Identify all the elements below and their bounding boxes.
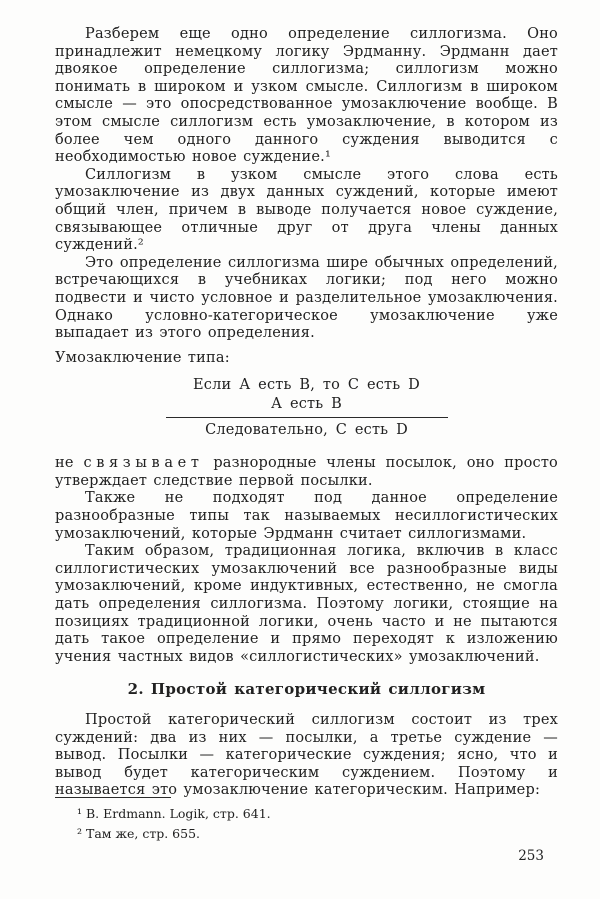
formula-premise-2: А есть В [270,396,343,413]
paragraph-erdmann-definition: Разберем еще одно определение силлогизма. Оно принадлежит немецкому логику Эрдманну. Эрдманн дает двоякое определение силлогизма; силлогизм можно понимать в широком и узком смысле. Силлогизм в широком смысле — это опосредствованное умозаключение вообще. В этом смысле силлогизм есть умозаключение, в котором из более чем одного данного суждения выводится с необходимостью новое суждение.¹ [55,26,558,166]
formula-comment-prefix: не [55,455,84,472]
section-heading-simple-categorical-syllogism: 2. Простой категорический силлогизм [127,680,486,699]
footnote-2: ² Там же, стр. 655. [77,826,201,841]
paragraph-formula-comment [55,455,558,490]
inference-lead-in: Умозаключение типа: [55,349,230,366]
footnote-area [55,797,558,844]
syllogism-formula [55,376,558,440]
paragraph-narrow-sense: Силлогизм в узком смысле этого слова есть умозаключение из двух данных суждений, которые имеют общий член, причем в выводе получается новое суждение, связывающее отличные друг от друга члены данных суждений.² [55,166,558,254]
paragraph-nonsyllogistic-types: Также не подходят под данное определение разнообразные типы так называемых несиллогистических умозаключений, которые Эрдманн считает силлогизмами. [55,490,558,542]
page-number: 253 [518,848,544,864]
footnote-1: ¹ B. Erdmann. Logik, стр. 641. [77,806,271,821]
formula-conclusion: Следовательно, С есть D [205,422,408,439]
formula-comment-rest: разнородные члены посылок, оно просто утверждает следствие первой посылки. [55,455,558,489]
main-text-column [55,0,558,800]
formula-inference-rule-line [166,417,448,418]
footnote-separator-line [55,797,171,798]
paragraph-categorical-syllogism-intro: Простой категорический силлогизм состоит из трех суждений: два из них — посылки, а третье суждение — вывод. Посылки — категорические суждения; ясно, что и вывод будет категорическим суждением. Поэтому и называется это умозаключение категорическим. Например: [55,712,558,799]
letterspaced-emphasis-word: связывает [83,455,204,472]
paragraph-wider-definition: Это определение силлогизма шире обычных определений, встречающихся в учебниках логики; под него можно подвести и чисто условное и разделительное умозаключения. Однако условно-категорическое умозаключение уже выпадает из этого определения. [55,254,558,342]
paragraph-traditional-logic: Таким образом, традиционная логика, включив в класс силлогистических умозаключений все разнообразные виды умозаключений, кроме индуктивных, естественно, не смогла дать определения силлогизма. Поэтому логики, стоящие на позициях традиционной логики, очень часто и не пытаются дать такое определение и прямо переходят к изложению учения частных видов «силлогистических» умозаключений. [55,543,558,665]
formula-premise-1: Если А есть В, то С есть D [193,377,420,394]
